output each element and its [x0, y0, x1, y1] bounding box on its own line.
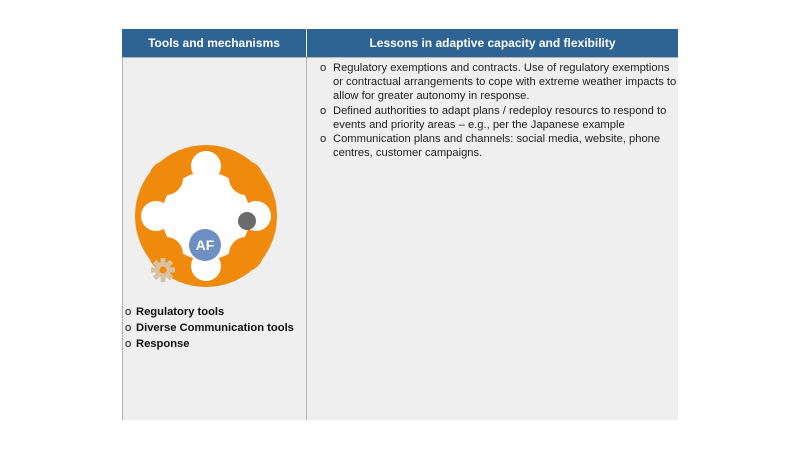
- bullet-marker: o: [320, 133, 327, 146]
- tool-text: Response: [136, 338, 190, 350]
- bullet-marker: o: [125, 322, 132, 334]
- header-lessons: Lessons in adaptive capacity and flexibility: [307, 29, 678, 57]
- tools-list: [125, 304, 305, 352]
- af-gear-graphic: [134, 144, 278, 288]
- bullet-marker: o: [320, 62, 327, 74]
- tool-text: Diverse Communication tools: [136, 322, 294, 334]
- lesson-item: [320, 61, 678, 104]
- lesson-item: [320, 132, 678, 160]
- af-badge-label: AF: [195, 237, 215, 253]
- lessons-list: [320, 61, 678, 160]
- lessons-table: [122, 29, 678, 420]
- lesson-text: Communication plans and channels: social media, website, phone centres, customer campaigns.: [333, 133, 661, 160]
- column-divider: [306, 57, 307, 420]
- tool-item: [125, 304, 305, 320]
- tool-item: [125, 320, 305, 336]
- tool-item: [125, 336, 305, 352]
- header-divider: [122, 57, 678, 58]
- tool-text: Regulatory tools: [136, 306, 225, 318]
- bullet-marker: o: [125, 338, 132, 350]
- header-tools-mechanisms: Tools and mechanisms: [122, 29, 306, 57]
- status-dot-icon: [238, 212, 256, 230]
- lesson-text: Regulatory exemptions and contracts. Use of regulatory exemptions or contractual arrangements to cope with extreme weather impacts to allow for greater autonomy in response.: [333, 62, 677, 103]
- bullet-marker: o: [125, 306, 132, 318]
- table-left-border: [122, 57, 123, 420]
- lesson-text: Defined authorities to adapt plans / redeploy resourcs to respond to events and priority areas – e.g., per the Japanese example: [333, 104, 667, 131]
- lesson-item: [320, 104, 678, 132]
- small-gear-icon: [151, 258, 175, 282]
- bullet-marker: o: [320, 104, 327, 117]
